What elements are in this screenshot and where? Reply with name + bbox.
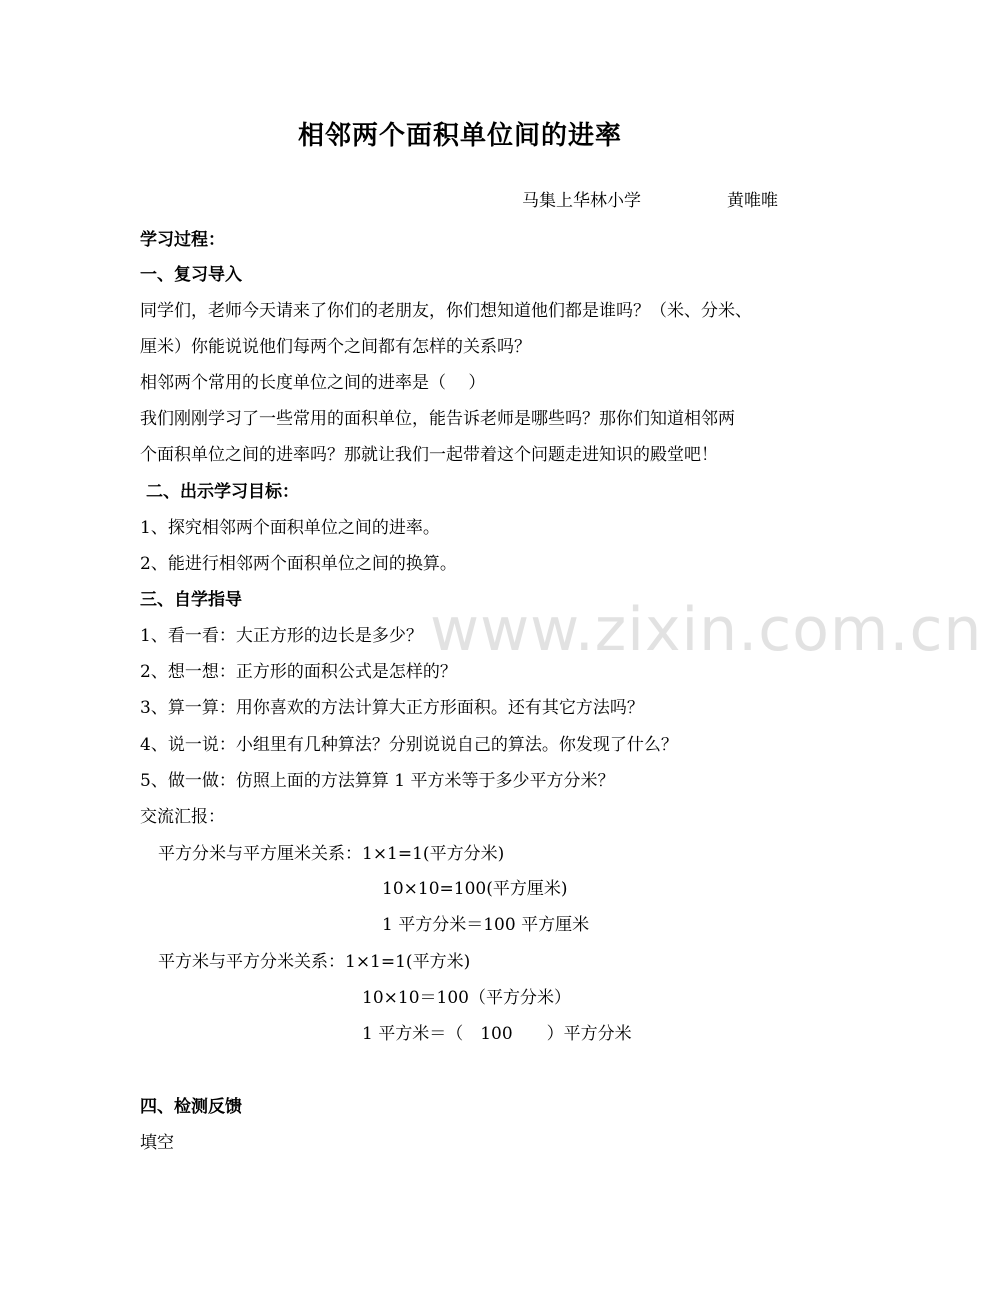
step-5: 5、做一做：仿照上面的方法算算 1 平方米等于多少平方分米？ [140,771,615,791]
watermark: www.zixin.com.cn [430,595,982,665]
step-3: 3、算一算：用你喜欢的方法计算大正方形面积。还有其它方法吗？ [140,698,644,718]
relation1-result: 1 平方分米＝100 平方厘米 [382,915,590,935]
section1-paragraph1-line1: 同学们，老师今天请来了你们的老朋友，你们想知道他们都是谁吗？（米、分米、 [140,301,752,321]
section3-heading: 三、自学指导 [140,590,242,610]
goal-1: 1、探究相邻两个面积单位之间的进率。 [140,518,440,538]
section1-heading: 一、复习导入 [140,265,242,285]
section4-heading: 四、检测反馈 [140,1097,242,1117]
section1-paragraph3-line2: 个面积单位之间的进率吗？那就让我们一起带着这个问题走进知识的殿堂吧！ [140,445,718,465]
author-school: 马集上华林小学 [522,191,641,211]
report-label: 交流汇报： [140,807,225,827]
relation1-label: 平方分米与平方厘米关系：1×1=1(平方分米) [158,844,505,864]
relation2-label: 平方米与平方分米关系：1×1=1(平方米) [158,952,471,972]
step-2: 2、想一想：正方形的面积公式是怎样的？ [140,662,457,682]
relation2-calc: 10×10＝100（平方分米） [362,988,571,1008]
step-4: 4、说一说：小组里有几种算法？分别说说自己的算法。你发现了什么？ [140,735,678,755]
fill-blank-label: 填空 [140,1133,174,1153]
relation1-calc: 10×10=100(平方厘米) [382,879,568,899]
relation2-result: 1 平方米＝（ 100 ）平方分米 [362,1024,632,1044]
author-name: 黄唯唯 [727,191,778,211]
step-1: 1、看一看：大正方形的边长是多少？ [140,626,423,646]
section1-paragraph2: 相邻两个常用的长度单位之间的进率是（ ） [140,373,486,393]
section2-heading: 二、出示学习目标： [146,482,299,502]
section1-paragraph1-line2: 厘米）你能说说他们每两个之间都有怎样的关系吗？ [140,337,531,357]
goal-2: 2、能进行相邻两个面积单位之间的换算。 [140,554,457,574]
document-title: 相邻两个面积单位间的进率 [297,121,622,151]
section1-paragraph3-line1: 我们刚刚学习了一些常用的面积单位，能告诉老师是哪些吗？那你们知道相邻两 [140,409,735,429]
learning-process-heading: 学习过程： [140,230,225,250]
